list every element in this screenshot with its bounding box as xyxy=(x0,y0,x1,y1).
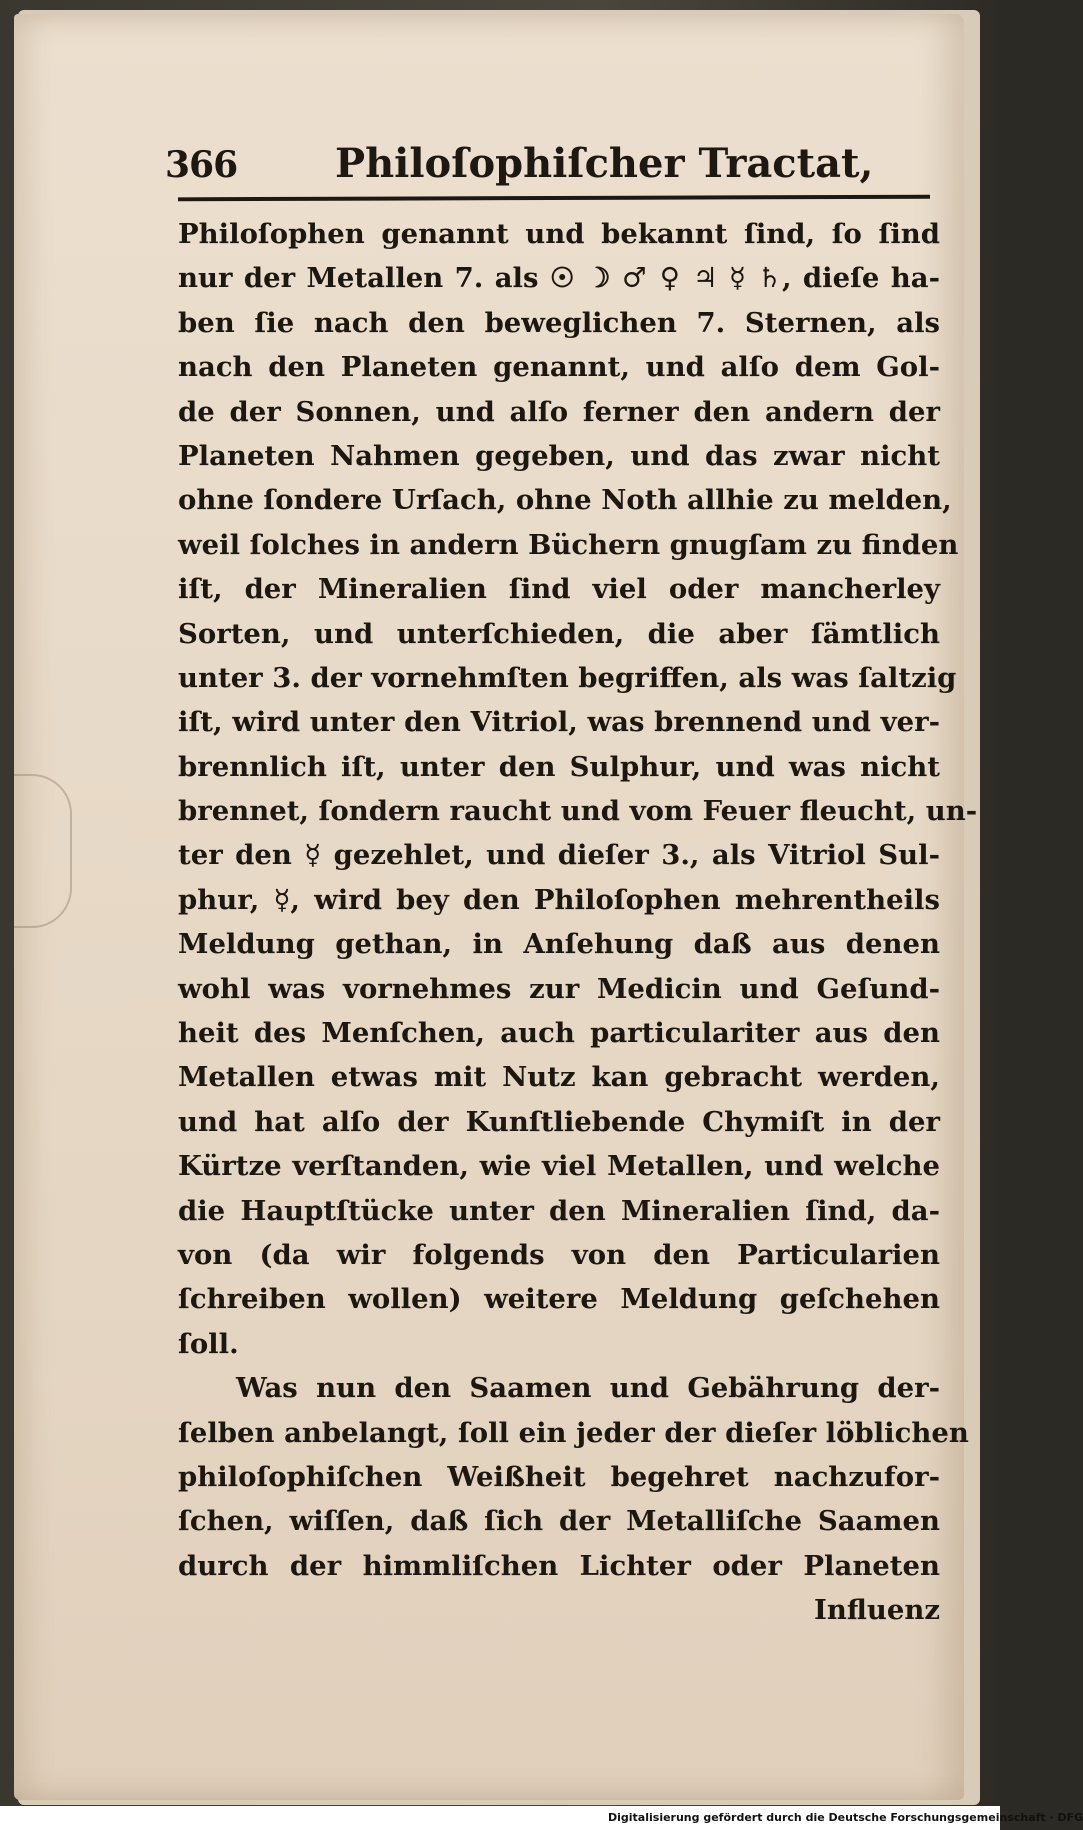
page-number: 366 xyxy=(165,144,238,186)
page-fold-mark xyxy=(14,774,72,928)
text-line: von (da wir folgends von den Particularien xyxy=(178,1238,940,1271)
running-head xyxy=(165,140,925,196)
text-line: Planeten Nahmen gegeben, und das zwar nicht xyxy=(178,439,940,472)
text-line: ohne ſondere Urſach, ohne Noth allhie zu melden, xyxy=(178,484,952,517)
text-line: Metallen etwas mit Nutz kan gebracht werden, xyxy=(178,1061,940,1094)
text-line: brennet, ſondern raucht und vom Feuer fleucht, un- xyxy=(178,795,978,828)
text-line: iſt, der Mineralien ſind viel oder mancherley xyxy=(178,573,940,606)
text-line: nur der Metallen 7. als ☉ ☽ ♂ ♀ ♃ ☿ ♄, dieſe ha- xyxy=(178,262,940,295)
text-line: philoſophiſchen Weißheit begehret nachzufor- xyxy=(178,1460,940,1493)
text-line: ben ſie nach den beweglichen 7. Sternen, als xyxy=(178,306,940,339)
text-line: Philoſophen genannt und bekannt ſind, ſo ſind xyxy=(178,218,940,250)
text-line: Kürtze verſtanden, wie viel Metallen, und welche xyxy=(178,1150,940,1183)
text-line: die Hauptſtücke unter den Mineralien ſind, da- xyxy=(178,1194,940,1227)
text-line: ſchreiben wollen) weitere Meldung geſchehen xyxy=(178,1283,940,1316)
text-line: ſelben anbelangt, ſoll ein jeder der dieſer löblichen xyxy=(178,1416,969,1449)
text-line: ſoll. xyxy=(178,1327,239,1360)
text-line: phur, ☿, wird bey den Philoſophen mehrentheils xyxy=(178,883,940,916)
text-line: Meldung gethan, in Anſehung daß aus denen xyxy=(178,928,940,961)
text-line: iſt, wird unter den Vitriol, was brennend und ver- xyxy=(178,706,940,739)
catchword: Influenz xyxy=(814,1594,940,1627)
running-title: Philoſophiſcher Tractat, xyxy=(335,140,874,187)
text-line: unter 3. der vornehmſten begriffen, als was ſaltzig xyxy=(178,661,957,694)
text-line: brennlich iſt, unter den Sulphur, und was nicht xyxy=(178,750,940,783)
text-line: durch der himmliſchen Lichter oder Planeten xyxy=(178,1549,940,1582)
text-line: wohl was vornehmes zur Medicin und Geſund- xyxy=(178,972,940,1005)
text-line-paragraph-start: Was nun den Saamen und Gebährung der- xyxy=(236,1372,940,1405)
text-line: weil ſolches in andern Büchern gnugſam zu finden xyxy=(178,528,959,561)
text-line: ter den ☿ gezehlet, und dieſer 3., als Vitriol Sul- xyxy=(178,839,940,872)
digitization-credit: Digitalisierung gefördert durch die Deutsche Forschungsgemeinschaft · DFG xyxy=(608,1811,1083,1824)
text-line: ſchen, wiſſen, daß ſich der Metalliſche Saamen xyxy=(178,1505,940,1538)
text-line: Sorten, und unterſchieden, die aber ſämtlich xyxy=(178,617,940,650)
text-line: nach den Planeten genannt, und alſo dem Gol- xyxy=(178,351,940,384)
text-line: und hat alſo der Kunſtliebende Chymiſt in der xyxy=(178,1105,940,1138)
text-line: de der Sonnen, und alſo ferner den andern der xyxy=(178,395,940,428)
body-text xyxy=(178,212,978,1633)
text-line: heit des Menſchen, auch particulariter aus den xyxy=(178,1017,940,1050)
